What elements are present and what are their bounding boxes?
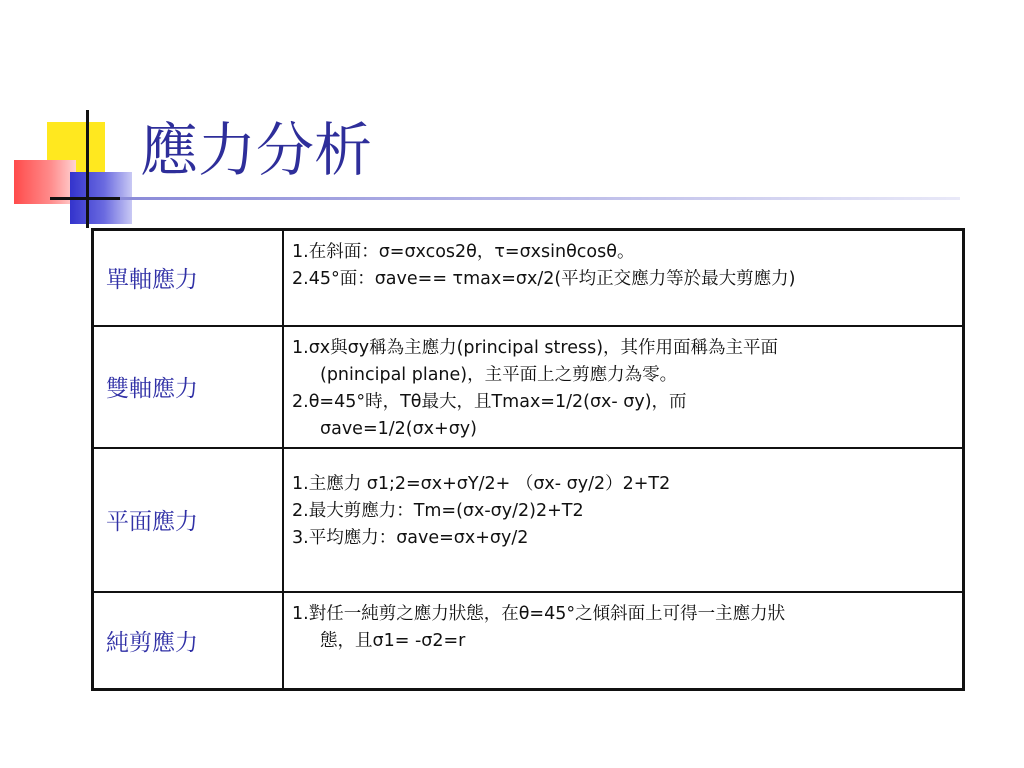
slide-title: 應力分析 — [140, 116, 373, 184]
table-row-pure-shear — [93, 592, 964, 690]
row-content-pure-shear — [283, 592, 964, 690]
stress-analysis-table — [91, 228, 965, 691]
row-content-biaxial — [283, 326, 964, 448]
row-content-plane — [283, 448, 964, 592]
content-line: 1.在斜面：σ=σxcos2θ，τ=σxsinθcosθ。 — [292, 242, 635, 262]
content-line: 態，且σ1= -σ2=r — [320, 630, 466, 651]
content-line: 2.45°面：σave== τmax=σx/2(平均正交應力等於最大剪應力) — [292, 269, 796, 289]
table-row-uniaxial — [93, 230, 964, 326]
title-underline — [120, 197, 960, 200]
content-line: 3.平均應力：σave=σx+σy/2 — [292, 527, 529, 548]
content-line: 1.主應力 σ1;2=σx+σY/2+ （σx- σy/2）2+T2 — [292, 473, 671, 494]
content-line: σave=1/2(σx+σy) — [320, 418, 477, 439]
decor-vertical-line — [86, 110, 89, 228]
content-line: 1.對任一純剪之應力狀態，在θ=45°之傾斜面上可得一主應力狀 — [292, 603, 786, 624]
row-label-uniaxial: 單軸應力 — [93, 230, 284, 326]
table-row-biaxial — [93, 326, 964, 448]
row-label-pure-shear: 純剪應力 — [93, 592, 284, 690]
content-line: 1.σx與σy稱為主應力(principal stress)，其作用面稱為主平面 — [292, 337, 779, 358]
row-label-plane: 平面應力 — [93, 448, 284, 592]
row-label-biaxial: 雙軸應力 — [93, 326, 284, 448]
table-row-plane — [93, 448, 964, 592]
content-line: 2.θ=45°時，Tθ最大，且Tmax=1/2(σx- σy)，而 — [292, 391, 687, 412]
content-line: 2.最大剪應力：Tm=(σx-σy/2)2+T2 — [292, 500, 584, 521]
content-line: (pnincipal plane)，主平面上之剪應力為零。 — [320, 364, 678, 385]
row-content-uniaxial — [283, 230, 964, 326]
